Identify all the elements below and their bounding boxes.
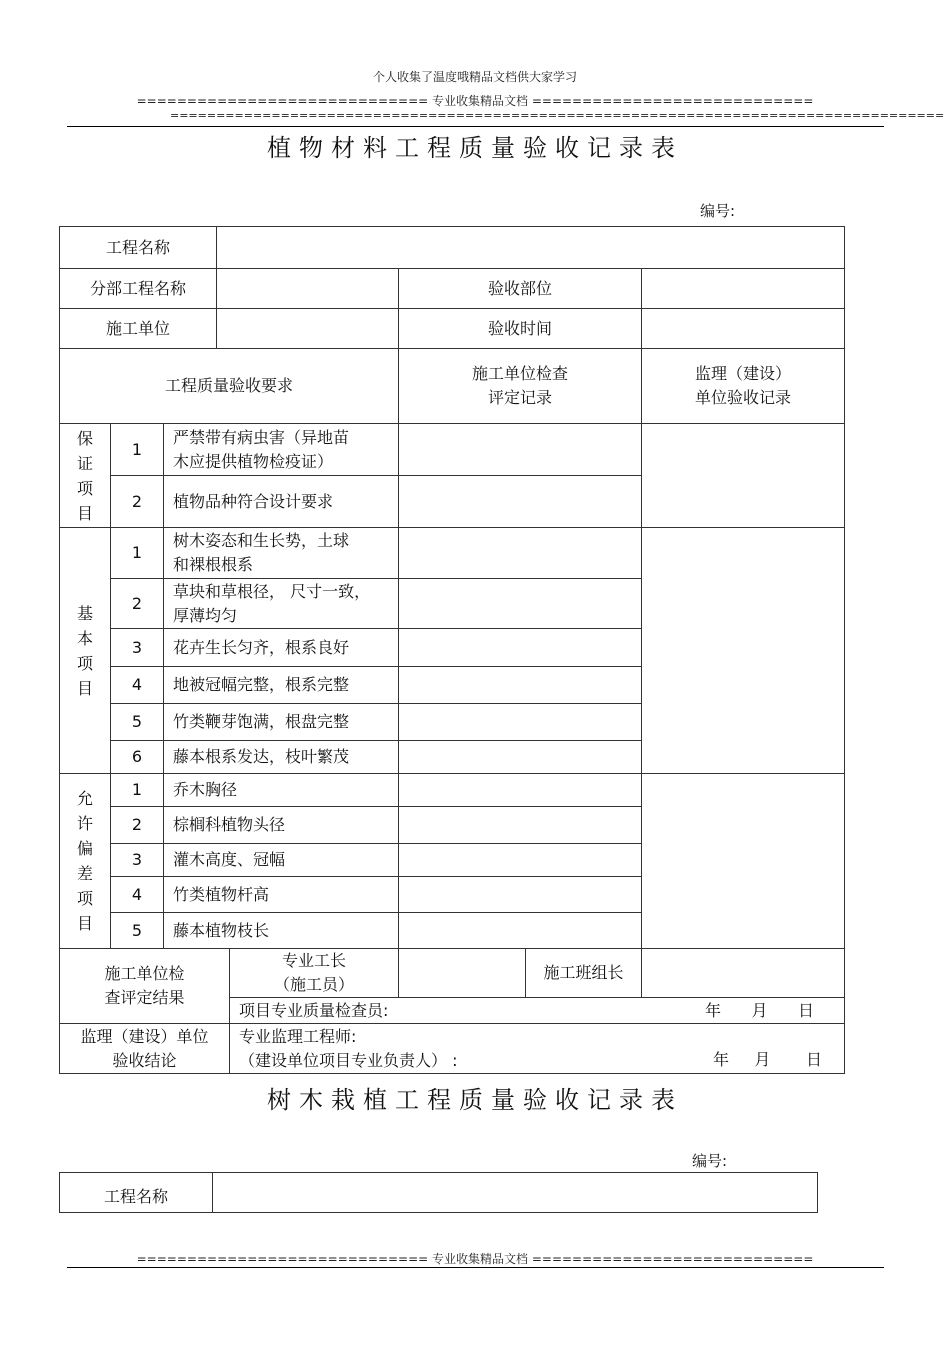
item-number: 6 xyxy=(111,741,164,774)
item-check-record[interactable] xyxy=(399,877,642,913)
item-requirement: 棕榈科植物头径 xyxy=(164,807,399,844)
item-check-record[interactable] xyxy=(399,629,642,667)
item-check-record[interactable] xyxy=(399,704,642,741)
item-number: 3 xyxy=(111,629,164,667)
field-project-name[interactable] xyxy=(217,227,845,269)
item-number: 5 xyxy=(111,704,164,741)
item-number: 1 xyxy=(111,528,164,579)
form2-table xyxy=(59,1172,818,1213)
item-check-record[interactable] xyxy=(399,844,642,877)
item-requirement: 草块和草根径， 尺寸一致， 厚薄均匀 xyxy=(164,579,399,629)
field-foreman[interactable] xyxy=(399,949,526,998)
header-supervisor-record: 监理（建设） 单位验收记录 xyxy=(642,349,845,424)
form1-code-label: 编号: xyxy=(700,202,736,220)
item-number: 5 xyxy=(111,913,164,949)
item-check-record[interactable] xyxy=(399,579,642,629)
item-check-record[interactable] xyxy=(399,774,642,807)
field-inspector[interactable]: 项目专业质量检查员: 年 月 日 xyxy=(230,998,845,1024)
item-check-record[interactable] xyxy=(399,528,642,579)
label-acceptance-part: 验收部位 xyxy=(399,269,642,309)
item-row xyxy=(60,528,845,579)
item-number: 4 xyxy=(111,877,164,913)
header-divider-2: ==================================================================================== xyxy=(170,109,945,122)
item-number: 1 xyxy=(111,774,164,807)
field-acceptance-part[interactable] xyxy=(642,269,845,309)
item-check-record[interactable] xyxy=(399,807,642,844)
form2-label-project-name: 工程名称 xyxy=(60,1173,213,1213)
item-check-record[interactable] xyxy=(399,667,642,704)
label-supervisor-conclusion: 监理（建设）单位 验收结论 xyxy=(60,1024,230,1074)
group-label: 基 本 项 目 xyxy=(60,528,111,774)
item-requirement: 花卉生长匀齐，根系良好 xyxy=(164,629,399,667)
form1-table xyxy=(59,226,845,1074)
item-number: 2 xyxy=(111,807,164,844)
item-requirement: 树木姿态和生长势，土球 和裸根根系 xyxy=(164,528,399,579)
form2-title: 树木栽植工程质量验收记录表 xyxy=(267,1086,683,1114)
group-label: 保 证 项 目 xyxy=(60,424,111,528)
label-result: 施工单位检 查评定结果 xyxy=(60,949,230,1024)
group-label: 允 许 偏 差 项 目 xyxy=(60,774,111,949)
footer-rule xyxy=(67,1267,884,1268)
label-foreman: 专业工长 （施工员） xyxy=(230,949,399,998)
item-number: 2 xyxy=(111,579,164,629)
footer-divider: ============================= 专业收集精品文档 ============================ xyxy=(136,1252,814,1266)
item-check-record[interactable] xyxy=(399,741,642,774)
form2-code-label: 编号: xyxy=(692,1152,728,1170)
item-requirement: 灌木高度、冠幅 xyxy=(164,844,399,877)
item-requirement: 竹类鞭芽饱满，根盘完整 xyxy=(164,704,399,741)
item-number: 4 xyxy=(111,667,164,704)
item-check-record[interactable] xyxy=(399,913,642,949)
header-requirements: 工程质量验收要求 xyxy=(60,349,399,424)
item-number: 3 xyxy=(111,844,164,877)
label-acceptance-time: 验收时间 xyxy=(399,309,642,349)
item-check-record[interactable] xyxy=(399,476,642,528)
item-requirement: 地被冠幅完整，根系完整 xyxy=(164,667,399,704)
group-supervisor-record[interactable] xyxy=(642,774,845,949)
header-divider: ============================= 专业收集精品文档 ============================ xyxy=(136,94,814,108)
field-team-leader[interactable] xyxy=(642,949,845,998)
item-requirement: 乔木胸径 xyxy=(164,774,399,807)
item-row xyxy=(60,774,845,807)
item-requirement: 竹类植物杆高 xyxy=(164,877,399,913)
label-team-leader: 施工班组长 xyxy=(526,949,642,998)
header-text: 个人收集了温度哦精品文档供大家学习 xyxy=(372,70,577,84)
item-check-record[interactable] xyxy=(399,424,642,476)
item-requirement: 植物品种符合设计要求 xyxy=(164,476,399,528)
item-row xyxy=(60,424,845,476)
item-requirement: 严禁带有病虫害（异地苗 木应提供植物检疫证） xyxy=(164,424,399,476)
item-number: 2 xyxy=(111,476,164,528)
form1-title: 植物材料工程质量验收记录表 xyxy=(267,134,683,162)
item-requirement: 藤本植物枝长 xyxy=(164,913,399,949)
label-contractor: 施工单位 xyxy=(60,309,217,349)
header-rule xyxy=(67,126,884,127)
field-contractor[interactable] xyxy=(217,309,399,349)
form2-field-project-name[interactable] xyxy=(213,1173,818,1213)
group-supervisor-record[interactable] xyxy=(642,424,845,528)
label-sub-project: 分部工程名称 xyxy=(60,269,217,309)
field-supervisor-conclusion[interactable]: 专业监理工程师: （建设单位项目专业负责人） : 年 月 日 xyxy=(230,1024,845,1074)
group-supervisor-record[interactable] xyxy=(642,528,845,774)
item-number: 1 xyxy=(111,424,164,476)
item-requirement: 藤本根系发达，枝叶繁茂 xyxy=(164,741,399,774)
field-sub-project[interactable] xyxy=(217,269,399,309)
field-acceptance-time[interactable] xyxy=(642,309,845,349)
label-project-name: 工程名称 xyxy=(60,227,217,269)
header-contractor-check: 施工单位检查 评定记录 xyxy=(399,349,642,424)
